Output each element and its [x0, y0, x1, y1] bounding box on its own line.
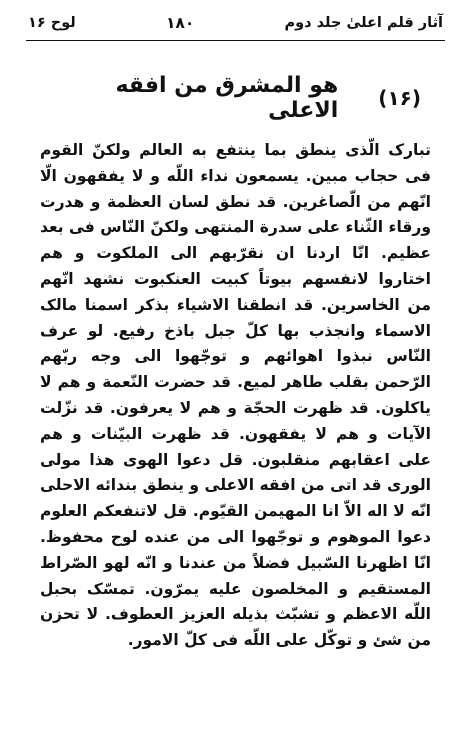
tablet-label: لوح ۱۶ — [28, 15, 76, 31]
running-header — [28, 10, 443, 36]
section-title — [40, 73, 431, 123]
section-number: (۱۶) — [378, 86, 421, 110]
header-divider — [26, 40, 445, 41]
book-title: آثار قلم اعلیٰ جلد دوم — [284, 15, 443, 31]
section-heading: هو المشرق من افقه الاعلی — [115, 73, 339, 123]
page-number: ۱۸۰ — [165, 14, 195, 32]
body-paragraph: تبارک الّذی ینطق بما ینتفع به العالم ولکنّ القوم فی حجاب مبین. یسمعون نداء اللّه و لا یفقهون الّا انّهم من الّصاغرین. قد نطق لسان العظمة و هدرت ورقاء الثّناء علی سدرة المنتهی ولکنّ النّاس فی بعد عظیم. انّا اردنا ان نقرّبهم الی الملکوت و هم اختاروا لانفسهم بیوتاً کبیت العنکبوت نشهد انّهم من الخاسرین. قد انطقنا الاشیاء بذکر اسمنا مالک الاسماء وانجذب بها کلّ جبل باذخ رفیع. لو عرف النّاس نبذوا اهوائهم و توجّهوا الی وجه ربّهم الرّحمن بقلب طاهر لمیع. قد حضرت النّعمة و هم لا یاکلون. قد ظهرت الحجّة و هم لا یعرفون. قد نزّلت الآیات و هم لا یفقهون. قد ظهرت البیّنات و هم علی اعقابهم منقلبون. قل دعوا الهوی هذا مولی الوری قد اتی من افقه الاعلی و ینطق بندائه الاحلی انّه لا اله الاّ انا المهیمن القیّوم. قل لاتنفعکم العلوم دعوا الموهوم و توجّهوا الی من عنده لوح محفوظ. انّا اظهرنا السّبیل فضلاً من عندنا و انّه لهو الصّراط المستقیم و المخلصون علیه یمرّون. تمسّک بحبل اللّه الاعظم و تشبّث بذیله العزیز العطوف. لا تحزن من شئ و توکّل علی اللّه فی کلّ الامور. — [40, 141, 431, 650]
